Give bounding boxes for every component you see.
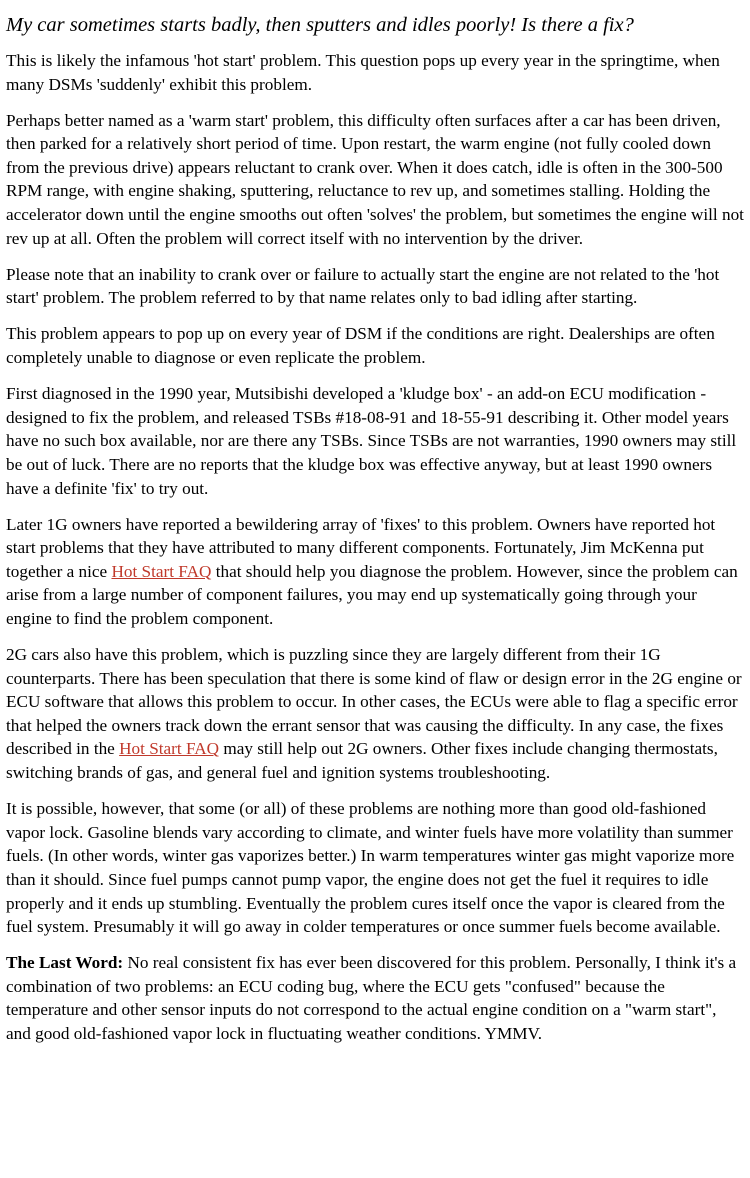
hot-start-faq-link-2[interactable]: Hot Start FAQ: [119, 739, 220, 759]
paragraph-1g-text-after: that should help you diagnose the problem. However, since the problem can arise from a large number of component failures, you may end up systematically going through your engine to find the problem component.: [6, 561, 738, 628]
paragraph-last-word: [6, 951, 744, 1045]
paragraph-2g-text-after: may still help out 2G owners. Other fixes include changing thermostats, switching brands of gas, and general fuel and ignition systems troubleshooting.: [6, 739, 718, 783]
paragraph-2g-cars: [6, 643, 744, 785]
paragraph-1g-text-before: Later 1G owners have reported a bewildering array of 'fixes' to this problem. Owners have reported hot start problems that they have attributed to many different components. Fortunately, Jim McKenna put together a nice: [6, 514, 716, 581]
paragraph-2g-text-before: 2G cars also have this problem, which is puzzling since they are largely different from their 1G counterparts. There has been speculation that there is some kind of flaw or design error in the 2G engine or ECU software that allows this problem to occur. In other cases, the ECUs were able to flag a specific error that helped the owners track down the errant sensor that was causing the difficulty. In any case, the fixes described in the: [6, 645, 742, 759]
paragraph-warm-start: Perhaps better named as a 'warm start' problem, this difficulty often surfaces after a car has been driven, then parked for a relatively short period of time. Upon restart, the warm engine (not fully cooled down from the previous drive) appears reluctant to crank over. When it does catch, idle is often in the 300-500 RPM range, with engine shaking, sputtering, reluctance to rev up, and sometimes stalling. Holding the accelerator down until the engine smooths out often 'solves' the problem, but sometimes the engine will not rev up at all. Often the problem will correct itself with no intervention by the driver.: [6, 110, 744, 248]
paragraph-1g-owners: [6, 513, 744, 631]
last-word-text: No real consistent fix has ever been discovered for this problem. Personally, I think it's a combination of two problems: an ECU coding bug, where the ECU gets "confused" because the temperature and other sensor inputs do not correspond to the actual engine condition on a "warm start", and good old-fashioned vapor lock in fluctuating weather conditions. YMMV.: [6, 953, 737, 1043]
paragraph-crank-note: Please note that an inability to crank over or failure to actually start the engine are not related to the 'hot start' problem. The problem referred to by that name relates only to bad idling after starting.: [6, 264, 720, 308]
last-word-label: The Last Word:: [6, 953, 124, 973]
hot-start-faq-link[interactable]: Hot Start FAQ: [111, 561, 212, 581]
paragraph-every-year: This problem appears to pop up on every year of DSM if the conditions are right. Dealerships are often completely unable to diagnose or even replicate the problem.: [6, 324, 715, 368]
paragraph-vapor-lock: It is possible, however, that some (or all) of these problems are nothing more than good old-fashioned vapor lock. Gasoline blends vary according to climate, and winter fuels have more volatility than summer fuels. (In other words, winter gas vaporizes better.) In warm temperatures winter gas might vaporize more than it should. Since fuel pumps cannot pump vapor, the engine does not get the fuel it requires to idle properly and it ends up stumbling. Eventually the problem cures itself once the vapor is cleared from the fuel system. Presumably it will go away in colder temperatures or once summer fuels become available.: [6, 799, 735, 937]
paragraph-intro: This is likely the infamous 'hot start' problem. This question pops up every year in the springtime, when many DSMs 'suddenly' exhibit this problem.: [6, 51, 720, 94]
paragraph-kludge-box: First diagnosed in the 1990 year, Mutsibishi developed a 'kludge box' - an add-on ECU modification - designed to fix the problem, and released TSBs #18-08-91 and 18-55-91 describing it. Other model years have no such box available, nor are there any TSBs. Since TSBs are not warranties, 1990 owners may still be out of luck. There are no reports that the kludge box was effective anyway, but at least 1990 owners have a definite 'fix' to try out.: [6, 384, 737, 498]
question-heading: My car sometimes starts badly, then sputters and idles poorly! Is there a fix?: [6, 14, 634, 36]
